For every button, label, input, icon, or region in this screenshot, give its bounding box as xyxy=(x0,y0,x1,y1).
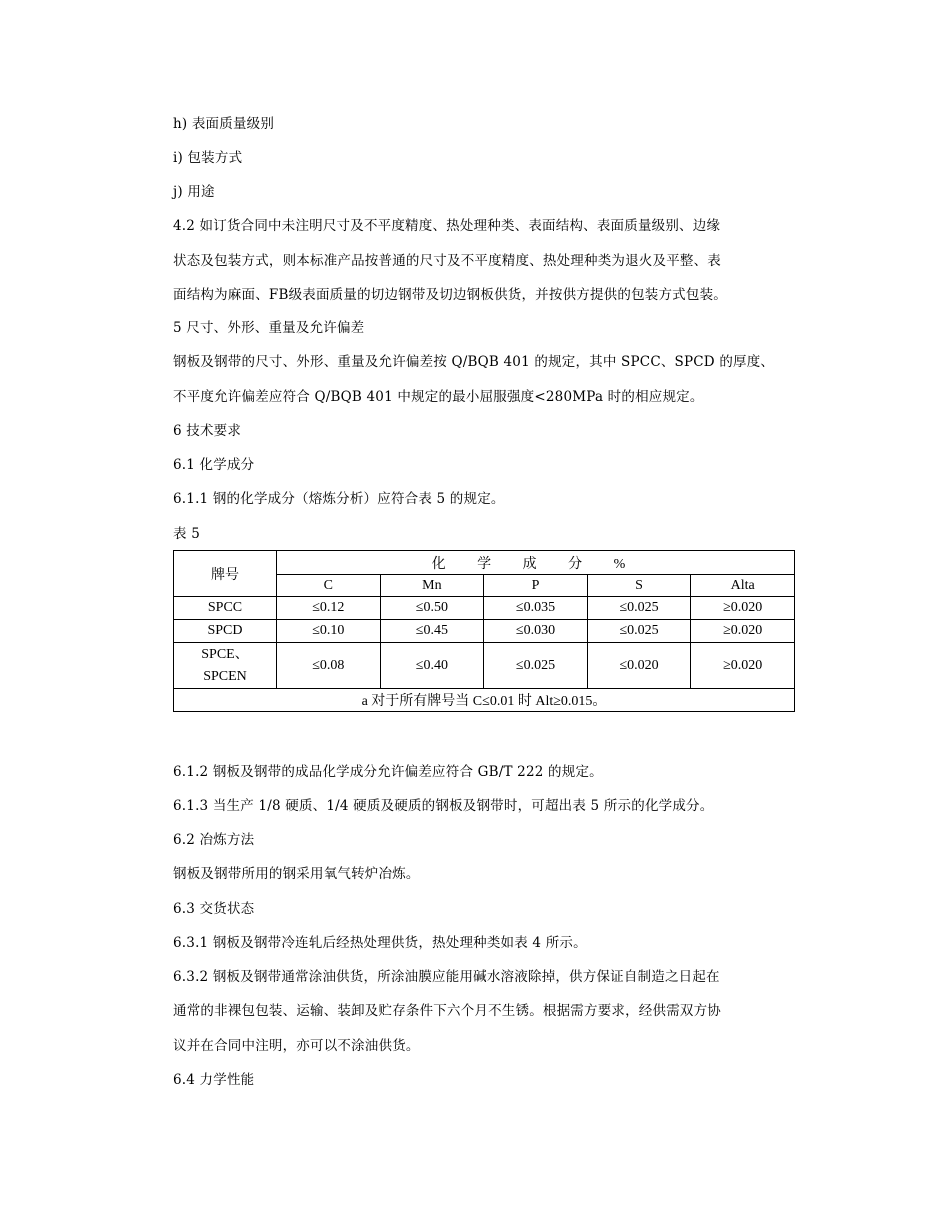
value-cell: ≤0.030 xyxy=(484,620,588,643)
value-cell: ≤0.40 xyxy=(380,643,484,689)
clause-6-1-1: 6.1.1 钢的化学成分（熔炼分析）应符合表 5 的规定。 xyxy=(173,491,505,507)
value-cell: ≤0.025 xyxy=(587,620,691,643)
section-5-line-1: 钢板及钢带的尺寸、外形、重量及允许偏差按 Q/BQB 401 的规定，其中 SPCC、SPCD 的厚度、 xyxy=(173,354,775,370)
clause-6-3-2-line-3: 议并在合同中注明，亦可以不涂油供货。 xyxy=(173,1038,420,1054)
grade-line: SPCEN xyxy=(203,668,247,684)
section-5-line-2: 不平度允许偏差应符合 Q/BQB 401 中规定的最小屈服强度<280MPa 时的相应规定。 xyxy=(173,389,704,405)
value-cell: ≤0.12 xyxy=(277,597,381,620)
chemical-composition-table xyxy=(173,550,795,712)
clause-6-3-1: 6.3.1 钢板及钢带冷连轧后经热处理供货，热处理种类如表 4 所示。 xyxy=(173,935,587,951)
value-cell: ≤0.45 xyxy=(380,620,484,643)
value-cell: ≤0.10 xyxy=(277,620,381,643)
clause-6-3-2-line-1: 6.3.2 钢板及钢带通常涂油供货，所涂油膜应能用碱水溶液除掉，供方保证自制造之日起在 xyxy=(173,969,720,985)
list-item-i: i) 包装方式 xyxy=(173,150,243,166)
section-5-heading: 5 尺寸、外形、重量及允许偏差 xyxy=(173,320,365,336)
table-caption: 表 5 xyxy=(173,526,200,542)
column-header: C xyxy=(277,575,381,597)
clause-6-3-2-line-2: 通常的非裸包包装、运输、装卸及贮存条件下六个月不生锈。根据需方要求，经供需双方协 xyxy=(173,1003,721,1019)
column-header: P xyxy=(484,575,588,597)
clause-6-2-text: 钢板及钢带所用的钢采用氧气转炉冶炼。 xyxy=(173,866,420,882)
value-cell: ≥0.020 xyxy=(691,597,795,620)
clause-4-2-line-3: 面结构为麻面、FB级表面质量的切边钢带及切边钢板供货，并按供方提供的包装方式包装。 xyxy=(173,287,727,303)
list-item-h: h) 表面质量级别 xyxy=(173,116,275,132)
grade-header: 牌号 xyxy=(174,551,277,597)
value-cell: ≤0.08 xyxy=(277,643,381,689)
clause-6-4-heading: 6.4 力学性能 xyxy=(173,1072,255,1088)
table-footnote: a 对于所有牌号当 C≤0.01 时 Alt≥0.015。 xyxy=(174,689,795,712)
value-cell: ≥0.020 xyxy=(691,643,795,689)
clause-4-2-line-1: 4.2 如订货合同中未注明尺寸及不平度精度、热处理种类、表面结构、表面质量级别、边缘 xyxy=(173,218,721,234)
list-item-j: j) 用途 xyxy=(173,184,215,200)
value-cell: ≥0.020 xyxy=(691,620,795,643)
column-header: Mn xyxy=(380,575,484,597)
grade-cell: SPCD xyxy=(174,620,277,643)
table-row xyxy=(174,643,795,689)
value-cell: ≤0.025 xyxy=(587,597,691,620)
table-row xyxy=(174,597,795,620)
value-cell: ≤0.025 xyxy=(484,643,588,689)
clause-6-2-heading: 6.2 冶炼方法 xyxy=(173,832,255,848)
composition-group-header: 化 学 成 分 % xyxy=(277,551,795,575)
table-row xyxy=(174,620,795,643)
table-header-row xyxy=(174,551,795,575)
clause-6-1-2: 6.1.2 钢板及钢带的成品化学成分允许偏差应符合 GB/T 222 的规定。 xyxy=(173,764,603,780)
clause-4-2-line-2: 状态及包装方式，则本标准产品按普通的尺寸及不平度精度、热处理种类为退火及平整、表 xyxy=(173,253,721,269)
grade-line: SPCE、 xyxy=(201,646,249,662)
grade-cell: SPCC xyxy=(174,597,277,620)
grade-cell xyxy=(174,643,277,689)
column-header: Alta xyxy=(691,575,795,597)
table-footnote-row xyxy=(174,689,795,712)
value-cell: ≤0.020 xyxy=(587,643,691,689)
value-cell: ≤0.035 xyxy=(484,597,588,620)
section-6-heading: 6 技术要求 xyxy=(173,423,242,439)
value-cell: ≤0.50 xyxy=(380,597,484,620)
clause-6-1-3: 6.1.3 当生产 1/8 硬质、1/4 硬质及硬质的钢板及钢带时，可超出表 5 所示的化学成分。 xyxy=(173,798,714,814)
clause-6-1-heading: 6.1 化学成分 xyxy=(173,457,255,473)
clause-6-3-heading: 6.3 交货状态 xyxy=(173,901,255,917)
column-header: S xyxy=(587,575,691,597)
